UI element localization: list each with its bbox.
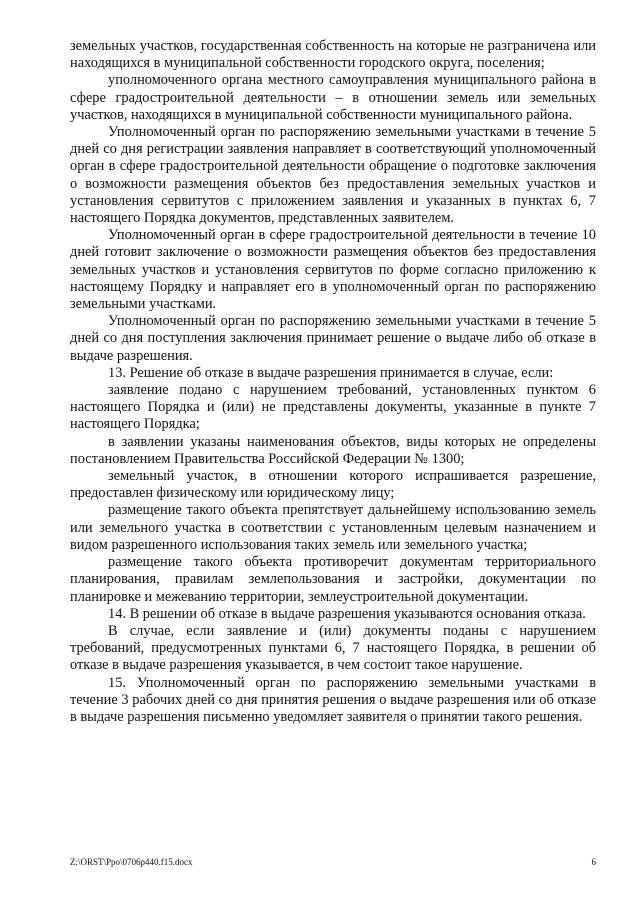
paragraph: уполномоченного органа местного самоуправления муниципального района в сфере градостроительной деятельности – в отношении земель или земельных участков, находящихся в муниципальной собственности муниципального района. <box>70 72 596 123</box>
paragraph: Уполномоченный орган по распоряжению земельными участками в течение 5 дней со дня поступления заключения принимает решение о выдаче либо об отказе в выдаче разрешения. <box>70 313 596 364</box>
footer-file-path: Z:\ORST\Ppo\0706p440.f15.docx <box>70 857 193 867</box>
paragraph: В случае, если заявление и (или) документы поданы с нарушением требований, предусмотренных пунктами 6, 7 настоящего Порядка, в решении об отказе в выдаче разрешения указывается, в чем состоит такое нарушение. <box>70 622 596 674</box>
document-page <box>70 0 596 905</box>
footer-page-number: 6 <box>591 857 596 867</box>
paragraph: размещение такого объекта препятствует дальнейшему использованию земель или земельного участка в соответствии с установленным целевым назначением и видом разрешенного использования таких земель или земельного участка; <box>70 502 596 553</box>
paragraph: заявление подано с нарушением требований, установленных пунктом 6 настоящего Порядка и (или) не представлены документы, указанные в пункте 7 настоящего Порядка; <box>70 382 596 433</box>
paragraph: 13. Решение об отказе в выдаче разрешения принимается в случае, если: <box>108 364 554 381</box>
paragraph: 15. Уполномоченный орган по распоряжению земельными участками в течение 3 рабочих дней со дня принятия решения о выдаче разрешения или об отказе в выдаче разрешения письменно уведомляет заявителя о принятии такого решения. <box>70 674 596 725</box>
paragraph: размещение такого объекта противоречит документам территориального планирования, правилам землепользования и застройки, документации по планировке и межеванию территории, землеустроительной документации. <box>70 554 596 605</box>
document-body <box>70 38 596 726</box>
page-footer <box>70 856 596 868</box>
paragraph: Уполномоченный орган в сфере градостроительной деятельности в течение 10 дней готовит заключение о возможности размещения объектов без предоставления земельных участков и установления сервитутов по форме согласно приложению к настоящему Порядку и направляет его в уполномоченный орган по распоряжению земельными участками. <box>70 227 596 313</box>
paragraph: земельных участков, государственная собственность на которые не разграничена или находящихся в муниципальной собственности городского округа, поселения; <box>70 38 596 72</box>
paragraph: 14. В решении об отказе в выдаче разрешения указываются основания отказа. <box>108 605 586 622</box>
paragraph: земельный участок, в отношении которого испрашивается разрешение, предоставлен физическому или юридическому лицу; <box>70 468 596 502</box>
paragraph: в заявлении указаны наименования объектов, виды которых не определены постановлением Правительства Российской Федерации № 1300; <box>70 433 596 467</box>
paragraph: Уполномоченный орган по распоряжению земельными участками в течение 5 дней со дня регистрации заявления направляет в соответствующий уполномоченный орган в сфере градостроительной деятельности обращение о подготовке заключения о возможности размещения объектов без предоставления земельных участков и установления сервитутов с приложением заявления и указанных в пунктах 6, 7 настоящего Порядка документов, представленных заявителем. <box>70 124 596 227</box>
